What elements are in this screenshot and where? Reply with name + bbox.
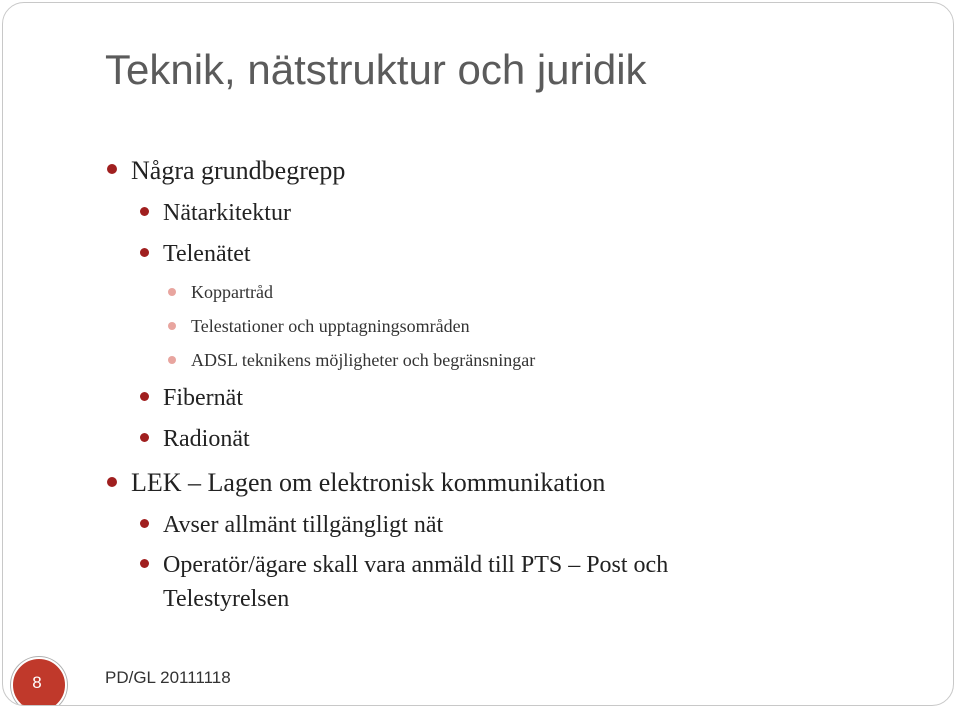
bullet-icon [140,519,149,528]
bullet-text: ADSL teknikens möjligheter och begränsningar [191,350,536,370]
bullet-icon [107,477,117,487]
bullet-icon [140,248,149,257]
bullet-text: LEK – Lagen om elektronisk kommunikation [131,468,606,497]
bullet-text: Telenätet [163,241,251,267]
bullet-text: Avser allmänt tillgängligt nät [163,512,444,538]
bullet-text: Några grundbegrepp [131,156,346,185]
bullet-text: Radionät [163,426,250,452]
bullet-text: Telestationer och upptagningsområden [191,316,470,336]
bullet-icon [168,322,176,330]
bullet-text-continuation: Telestyrelsen [163,586,290,612]
bullet-text: Nätarkitektur [163,200,291,226]
slide [2,2,954,706]
footer-text: PD/GL 20111118 [105,668,231,687]
bullet-icon [140,433,149,442]
slide-number: 8 [32,673,42,692]
bullet-text: Koppartråd [191,282,273,302]
bullet-icon [140,392,149,401]
slide-title: Teknik, nätstruktur och juridik [105,46,647,93]
bullet-icon [168,356,176,364]
bullet-icon [140,559,149,568]
bullet-icon [107,164,117,174]
bullet-icon [168,288,176,296]
bullet-text: Operatör/ägare skall vara anmäld till PTS – Post och [163,552,669,578]
bullet-text: Fibernät [163,385,243,411]
bullet-icon [140,207,149,216]
